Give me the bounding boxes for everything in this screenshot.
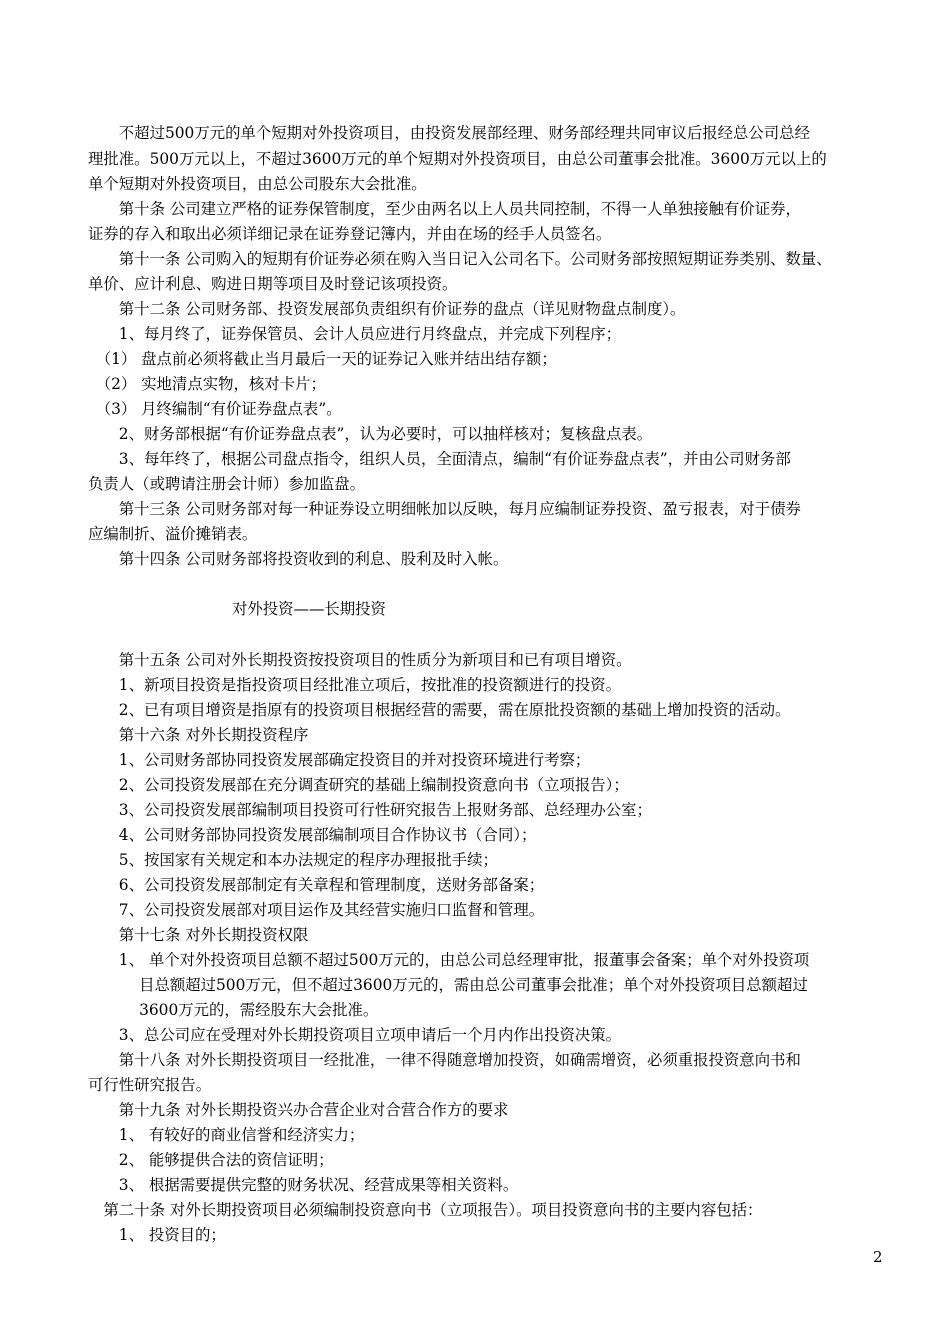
text-line: 不超过500万元的单个短期对外投资项目，由投资发展部经理、财务部经理共同审议后报经总公司总经	[88, 124, 810, 142]
text-line: 3、每年终了，根据公司盘点指令，组织人员，全面清点，编制“有价证券盘点表”，并由公司财务部	[88, 450, 791, 468]
text-line: 单个短期对外投资项目，由总公司股东大会批准。	[88, 175, 427, 193]
page-number: 2	[873, 1248, 883, 1266]
text-line: 3、公司投资发展部编制项目投资可行性研究报告上报财务部、总经理办公室；	[88, 801, 652, 819]
text-line: 第十二条 公司财务部、投资发展部负责组织有价证券的盘点（详见财物盘点制度）。	[88, 300, 686, 318]
text-line: 2、财务部根据“有价证券盘点表”，认为必要时，可以抽样核对；复核盘点表。	[88, 425, 653, 443]
text-line: 3600万元的，需经股东大会批准。	[88, 1001, 379, 1019]
text-line: 1、 投资目的；	[88, 1226, 226, 1244]
text-line: 理批准。500万元以上，不超过3600万元的单个短期对外投资项目，由总公司董事会批准。3600万元以上的	[88, 150, 827, 168]
text-line: 1、 有较好的商业信誉和经济实力；	[88, 1126, 365, 1144]
text-line: 第十一条 公司购入的短期有价证券必须在购入当日记入公司名下。公司财务部按照短期证券类别、数量、	[88, 250, 832, 268]
text-line: 第十六条 对外长期投资程序	[88, 726, 309, 744]
text-line: 3、 根据需要提供完整的财务状况、经营成果等相关资料。	[88, 1176, 519, 1194]
text-line: 单价、应计利息、购进日期等项目及时登记该项投资。	[88, 275, 458, 293]
text-line: 1、 单个对外投资项目总额不超过500万元的，由总公司总经理审批，报董事会备案；单个对外投资项	[88, 951, 810, 969]
text-line: 第十九条 对外长期投资兴办合营企业对合营合作方的要求	[88, 1101, 509, 1119]
text-line: 6、公司投资发展部制定有关章程和管理制度，送财务部备案；	[88, 876, 545, 894]
text-line: 5、按国家有关规定和本办法规定的程序办理报批手续；	[88, 851, 498, 869]
text-line: 1、新项目投资是指投资项目经批准立项后，按批准的投资额进行的投资。	[88, 676, 622, 694]
text-line: 第十四条 公司财务部将投资收到的利息、股利及时入帐。	[88, 550, 509, 568]
text-line: 证券的存入和取出必须详细记录在证券登记簿内，并由在场的经手人员签名。	[88, 225, 612, 243]
text-line: 7、公司投资发展部对项目运作及其经营实施归口监督和管理。	[88, 901, 545, 919]
text-line: （1） 盘点前必须将截止当月最后一天的证券记入账并结出结存额；	[88, 350, 557, 368]
text-line: 1、每月终了，证券保管员、会计人员应进行月终盘点，并完成下列程序；	[88, 325, 622, 343]
text-line: 2、已有项目增资是指原有的投资项目根据经营的需要，需在原批投资额的基础上增加投资的活动。	[88, 701, 791, 719]
text-line: 2、 能够提供合法的资信证明；	[88, 1151, 334, 1169]
text-line: （3） 月终编制“有价证券盘点表”。	[88, 400, 342, 418]
text-line: 第十三条 公司财务部对每一种证券设立明细帐加以反映，每月应编制证券投资、盈亏报表，对于债券	[88, 500, 801, 518]
text-line: 应编制折、溢价摊销表。	[88, 525, 258, 543]
text-line: 第十八条 对外长期投资项目一经批准，一律不得随意增加投资，如确需增资，必须重报投资意向书和	[88, 1051, 801, 1069]
text-line: 负责人（或聘请注册会计师）参加监盘。	[88, 475, 366, 493]
text-line: 第二十条 对外长期投资项目必须编制投资意向书（立项报告）。项目投资意向书的主要内容包括：	[88, 1201, 763, 1219]
text-line: 第十七条 对外长期投资权限	[88, 926, 309, 944]
text-line: 可行性研究报告。	[88, 1076, 212, 1094]
text-line: 2、公司投资发展部在充分调查研究的基础上编制投资意向书（立项报告）；	[88, 776, 629, 794]
text-line: 3、总公司应在受理对外长期投资项目立项申请后一个月内作出投资决策。	[88, 1026, 622, 1044]
text-line: 第十五条 公司对外长期投资按投资项目的性质分为新项目和已有项目增资。	[88, 651, 632, 669]
text-line: 1、公司财务部协同投资发展部确定投资目的并对投资环境进行考察；	[88, 751, 591, 769]
text-line: 第十条 公司建立严格的证券保管制度，至少由两名以上人员共同控制，不得一人单独接触有价证券，	[88, 200, 801, 218]
text-line: 4、公司财务部协同投资发展部编制项目合作协议书（合同）；	[88, 826, 537, 844]
text-line: 目总额超过500万元，但不超过3600万元的，需由总公司董事会批准；单个对外投资项目总额超过	[88, 976, 808, 994]
text-line: （2） 实地清点实物，核对卡片；	[88, 375, 326, 393]
section-heading: 对外投资——长期投资	[232, 600, 386, 618]
